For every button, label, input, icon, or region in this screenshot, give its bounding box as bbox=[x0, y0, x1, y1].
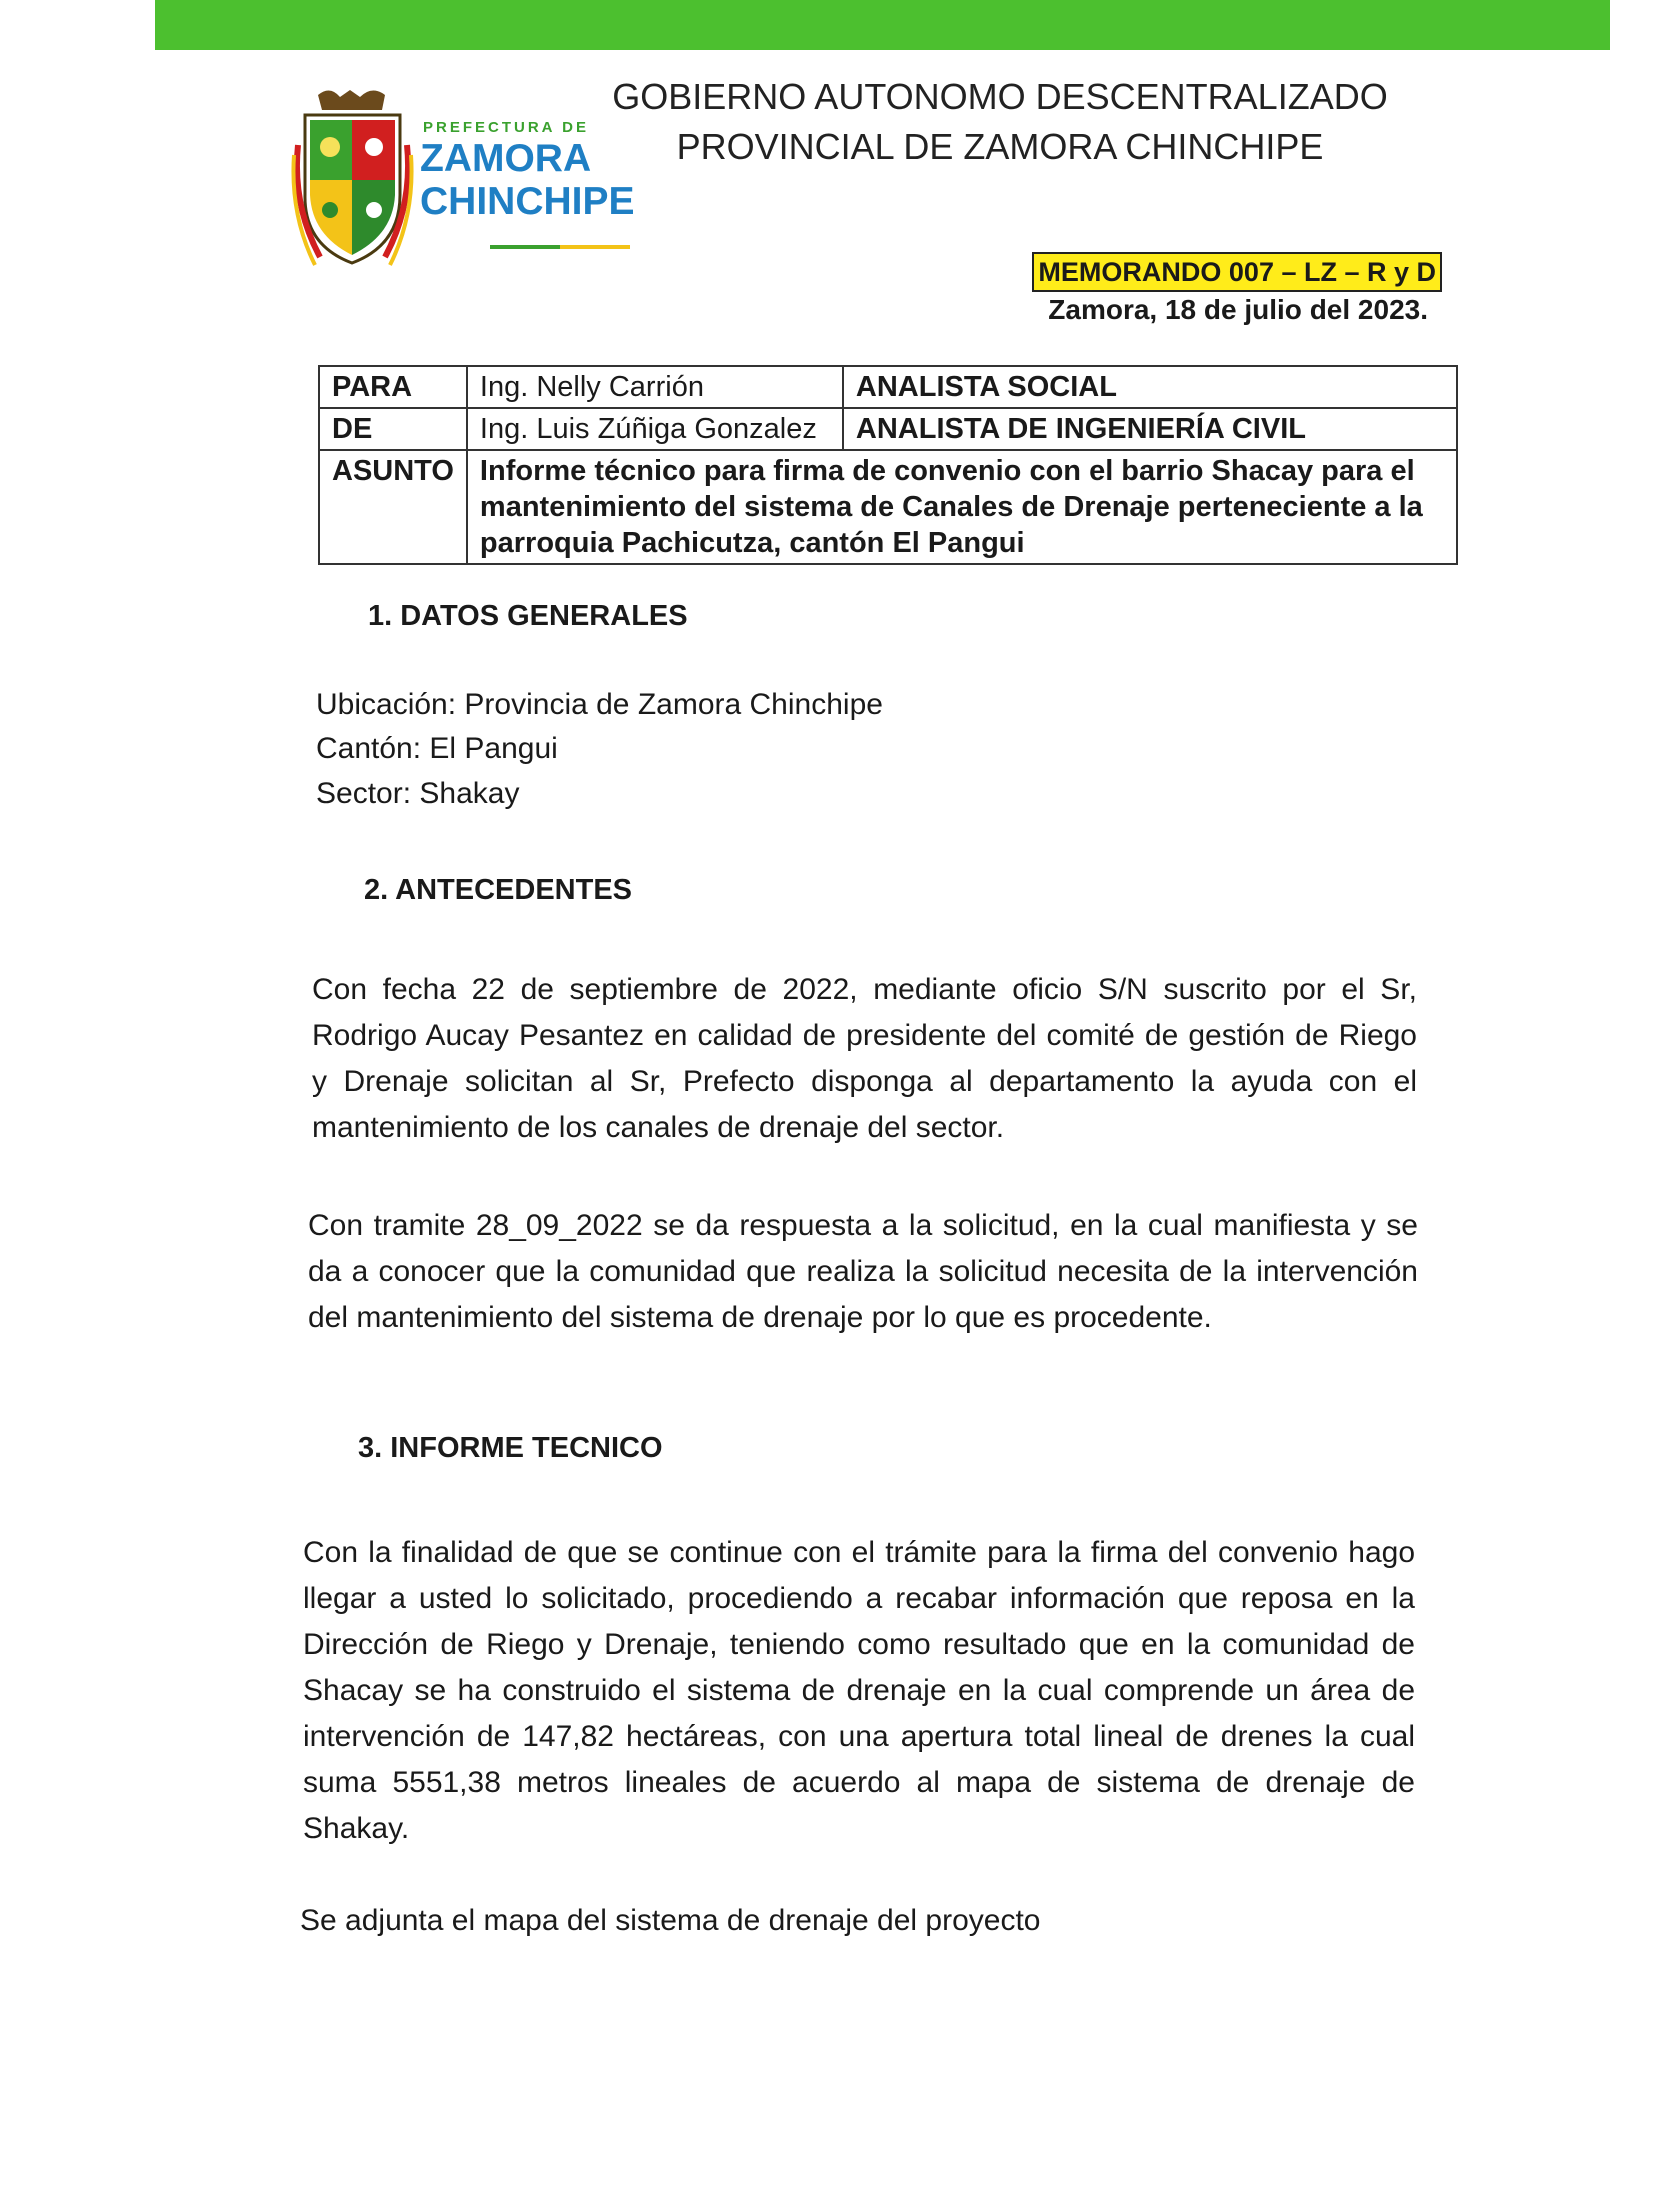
section-2-heading: 2. ANTECEDENTES bbox=[364, 874, 633, 906]
page-title bbox=[600, 72, 1400, 172]
de-label: DE bbox=[319, 408, 467, 450]
memo-code: MEMORANDO 007 – LZ – R y D bbox=[1032, 252, 1442, 292]
logo-small-text: PREFECTURA DE bbox=[423, 119, 589, 136]
de-role: ANALISTA DE INGENIERÍA CIVIL bbox=[843, 408, 1457, 450]
para-role: ANALISTA SOCIAL bbox=[843, 366, 1457, 408]
logo-line-2: CHINCHIPE bbox=[420, 180, 635, 223]
asunto-text: Informe técnico para firma de convenio con el barrio Shacay para el mantenimiento del sistema de Canales de Drenaje perteneciente a la parroquia Pachicutza, cantón El Pangui bbox=[467, 450, 1457, 564]
canton-line: Cantón: El Pangui bbox=[316, 732, 558, 765]
logo-underline bbox=[490, 245, 630, 249]
para-label: PARA bbox=[319, 366, 467, 408]
para-name: Ing. Nelly Carrión bbox=[467, 366, 843, 408]
logo-line-1: ZAMORA bbox=[420, 137, 592, 180]
antecedentes-paragraph-1: Con fecha 22 de septiembre de 2022, mediante oficio S/N suscrito por el Sr, Rodrigo Aucay Pesantez en calidad de presidente del comité de gestión de Riego y Drenaje solicitan al Sr, Prefecto disponga al departamento la ayuda con el mantenimiento de los canales de drenaje del sector. bbox=[312, 973, 1417, 1144]
ubicacion-line: Ubicación: Provincia de Zamora Chinchipe bbox=[316, 688, 883, 721]
top-green-bar bbox=[155, 0, 1610, 50]
memo-header-table bbox=[318, 365, 1458, 565]
antecedentes-paragraph-2: Con tramite 28_09_2022 se da respuesta a la solicitud, en la cual manifiesta y se da a conocer que la comunidad que realiza la solicitud necesita de la intervención del mantenimiento del sistema de drenaje por lo que es procedente. bbox=[308, 1209, 1418, 1334]
de-name: Ing. Luis Zúñiga Gonzalez bbox=[467, 408, 843, 450]
table-row bbox=[319, 408, 1457, 450]
section-1-heading: 1. DATOS GENERALES bbox=[368, 600, 688, 632]
informe-paragraph-1: Con la finalidad de que se continue con el trámite para la firma del convenio hago llegar a usted lo solicitado, procediendo a recabar información que reposa en la Dirección de Riego y Drenaje, teniendo como resultado que en la comunidad de Shacay se ha construido el sistema de drenaje en la cual comprende un área de intervención de 147,82 hectáreas, con una apertura total lineal de drenes la cual suma 5551,38 metros lineales de acuerdo al mapa de sistema de drenaje de Shakay. bbox=[303, 1536, 1415, 1845]
section-3-heading: 3. INFORME TECNICO bbox=[358, 1432, 663, 1464]
title-line-2: PROVINCIAL DE ZAMORA CHINCHIPE bbox=[676, 126, 1324, 167]
asunto-label: ASUNTO bbox=[319, 450, 467, 564]
memo-date: Zamora, 18 de julio del 2023. bbox=[1048, 294, 1428, 325]
title-line-1: GOBIERNO AUTONOMO DESCENTRALIZADO bbox=[612, 76, 1388, 117]
sector-line: Sector: Shakay bbox=[316, 777, 520, 810]
coat-of-arms-icon bbox=[290, 85, 415, 275]
prefectura-logo bbox=[290, 85, 635, 280]
table-row bbox=[319, 366, 1457, 408]
table-row bbox=[319, 450, 1457, 564]
informe-paragraph-2: Se adjunta el mapa del sistema de drenaje del proyecto bbox=[300, 1904, 1041, 1937]
